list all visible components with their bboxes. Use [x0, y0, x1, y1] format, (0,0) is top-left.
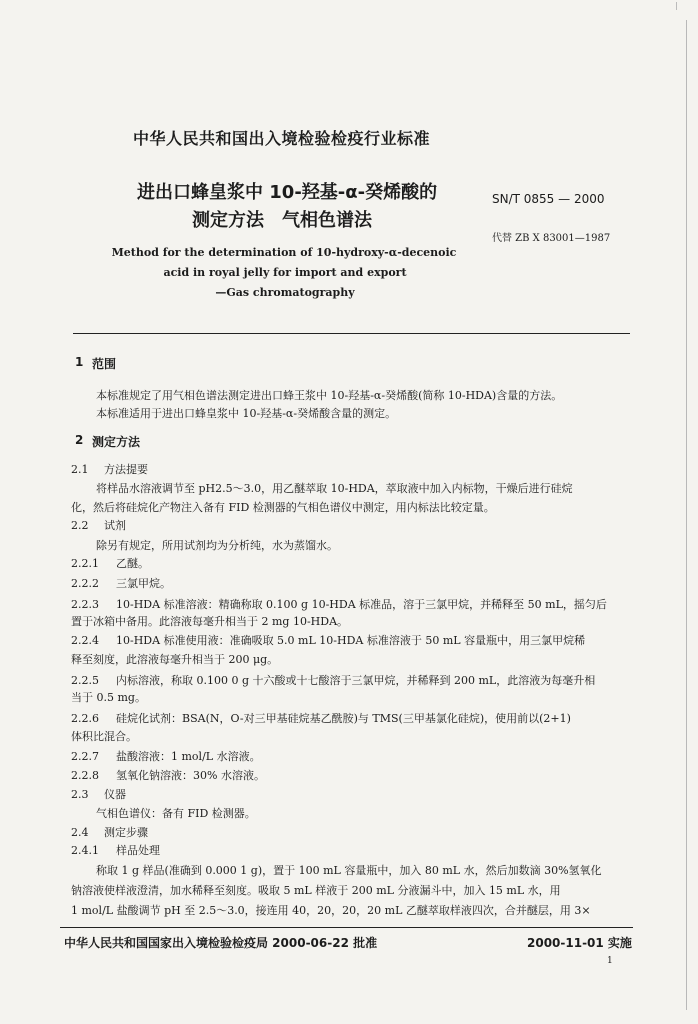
section-2-2-7-number: 2.2.7 — [71, 750, 99, 763]
section-2-2-2-text: 三氯甲烷。 — [116, 577, 171, 590]
replaces-standard: 代替 ZB X 83001—1987 — [492, 233, 611, 244]
section-2-4-1-line1: 称取 1 g 样品(准确到 0.000 1 g)，置于 100 mL 容量瓶中，加入 80 mL 水，然后加数滴 30%氢氧化 — [96, 864, 602, 877]
document-title-line2: 测定方法 气相色谱法 — [192, 210, 372, 231]
section-1-title: 范围 — [92, 357, 117, 371]
document-title-line1: 进出口蜂皇浆中 10-羟基-α-癸烯酸的 — [137, 182, 438, 203]
english-title-line3: —Gas chromatography — [215, 286, 355, 299]
scan-edge-line — [686, 20, 687, 1010]
section-2-title: 测定方法 — [92, 435, 141, 449]
section-2-1-number: 2.1 — [71, 463, 89, 476]
section-2-2-4-line2: 释至刻度，此溶液每毫升相当于 200 μg。 — [71, 653, 279, 666]
section-2-2-5-number: 2.2.5 — [71, 674, 99, 687]
standard-number: SN/T 0855 — 2000 — [492, 192, 605, 206]
section-2-4-number: 2.4 — [71, 826, 89, 839]
section-2-3-title: 仪器 — [104, 788, 126, 801]
section-2-1-title: 方法提要 — [104, 463, 148, 476]
section-2-1-line1: 将样品水溶液调节至 pH2.5～3.0，用乙醚萃取 10-HDA，萃取液中加入内标物，干燥后进行硅烷 — [96, 482, 573, 495]
section-1-para1: 本标准规定了用气相色谱法测定进出口蜂王浆中 10-羟基-α-癸烯酸(简称 10-HDA)含量的方法。 — [96, 389, 563, 402]
section-2-4-title: 测定步骤 — [104, 826, 148, 839]
section-2-2-4-line1: 10-HDA 标准使用液：准确吸取 5.0 mL 10-HDA 标准溶液于 50 mL 容量瓶中，用三氯甲烷稀 — [116, 634, 586, 647]
section-2-2-8-text: 氢氧化钠溶液：30% 水溶液。 — [116, 769, 265, 782]
section-2-2-1-number: 2.2.1 — [71, 557, 99, 570]
section-2-2-3-number: 2.2.3 — [71, 598, 99, 611]
section-2-2-6-number: 2.2.6 — [71, 712, 99, 725]
section-2-2-5-line2: 当于 0.5 mg。 — [71, 691, 146, 704]
section-2-2-3-line1: 10-HDA 标准溶液：精确称取 0.100 g 10-HDA 标准品，溶于三氯甲烷，并稀释至 50 mL，摇匀后 — [116, 598, 607, 611]
section-2-4-1-line3: 1 mol/L 盐酸调节 pH 至 2.5～3.0，接连用 40，20，20，20 mL 乙醚萃取样液四次，合并醚层，用 3× — [71, 904, 591, 917]
section-2-2-2-number: 2.2.2 — [71, 577, 99, 590]
english-title-line2: acid in royal jelly for import and export — [163, 266, 407, 279]
section-2-4-1-number: 2.4.1 — [71, 844, 99, 857]
section-2-2-title: 试剂 — [104, 519, 126, 532]
header-divider — [73, 333, 630, 334]
section-2-2-5-line1: 内标溶液，称取 0.100 0 g 十六酸或十七酸溶于三氯甲烷，并稀释到 200 mL，此溶液为每毫升相 — [116, 674, 596, 687]
page-number: 1 — [607, 956, 613, 966]
scan-corner-mark — [676, 2, 689, 10]
section-2-4-1-title: 样品处理 — [116, 844, 160, 857]
section-2-2-4-number: 2.2.4 — [71, 634, 99, 647]
section-2-3-number: 2.3 — [71, 788, 89, 801]
section-2-2-1-text: 乙醚。 — [116, 557, 149, 570]
section-2-number: 2 — [75, 433, 84, 447]
section-2-4-1-line2: 钠溶液使样液澄清，加水稀释至刻度。吸取 5 mL 样液于 200 mL 分液漏斗中，加入 15 mL 水，用 — [71, 884, 561, 897]
english-title-line1: Method for the determination of 10-hydroxy-α-decenoic — [111, 246, 457, 259]
section-2-2-number: 2.2 — [71, 519, 89, 532]
section-2-2-para: 除另有规定，所用试剂均为分析纯，水为蒸馏水。 — [96, 539, 338, 552]
footer-divider — [60, 927, 633, 928]
implementation-date: 2000-11-01 实施 — [527, 936, 632, 950]
section-2-3-para: 气相色谱仪：备有 FID 检测器。 — [96, 807, 256, 820]
section-2-2-7-text: 盐酸溶液：1 mol/L 水溶液。 — [116, 750, 261, 763]
section-2-2-8-number: 2.2.8 — [71, 769, 99, 782]
approval-statement: 中华人民共和国国家出入境检验检疫局 2000-06-22 批准 — [64, 936, 378, 950]
section-2-2-6-line1: 硅烷化试剂：BSA(N，O-对三甲基硅烷基乙酰胺)与 TMS(三甲基氯化硅烷)，使用前以(2+1) — [116, 712, 571, 725]
section-2-2-6-line2: 体积比混合。 — [71, 730, 137, 743]
section-2-1-line2: 化，然后将硅烷化产物注入备有 FID 检测器的气相色谱仪中测定，用内标法比较定量。 — [71, 501, 495, 514]
section-1-para2: 本标准适用于进出口蜂皇浆中 10-羟基-α-癸烯酸含量的测定。 — [96, 407, 397, 420]
industry-standard-heading: 中华人民共和国出入境检验检疫行业标准 — [133, 129, 431, 148]
section-2-2-3-line2: 置于冰箱中备用。此溶液每毫升相当于 2 mg 10-HDA。 — [71, 615, 349, 628]
section-1-number: 1 — [75, 355, 84, 369]
